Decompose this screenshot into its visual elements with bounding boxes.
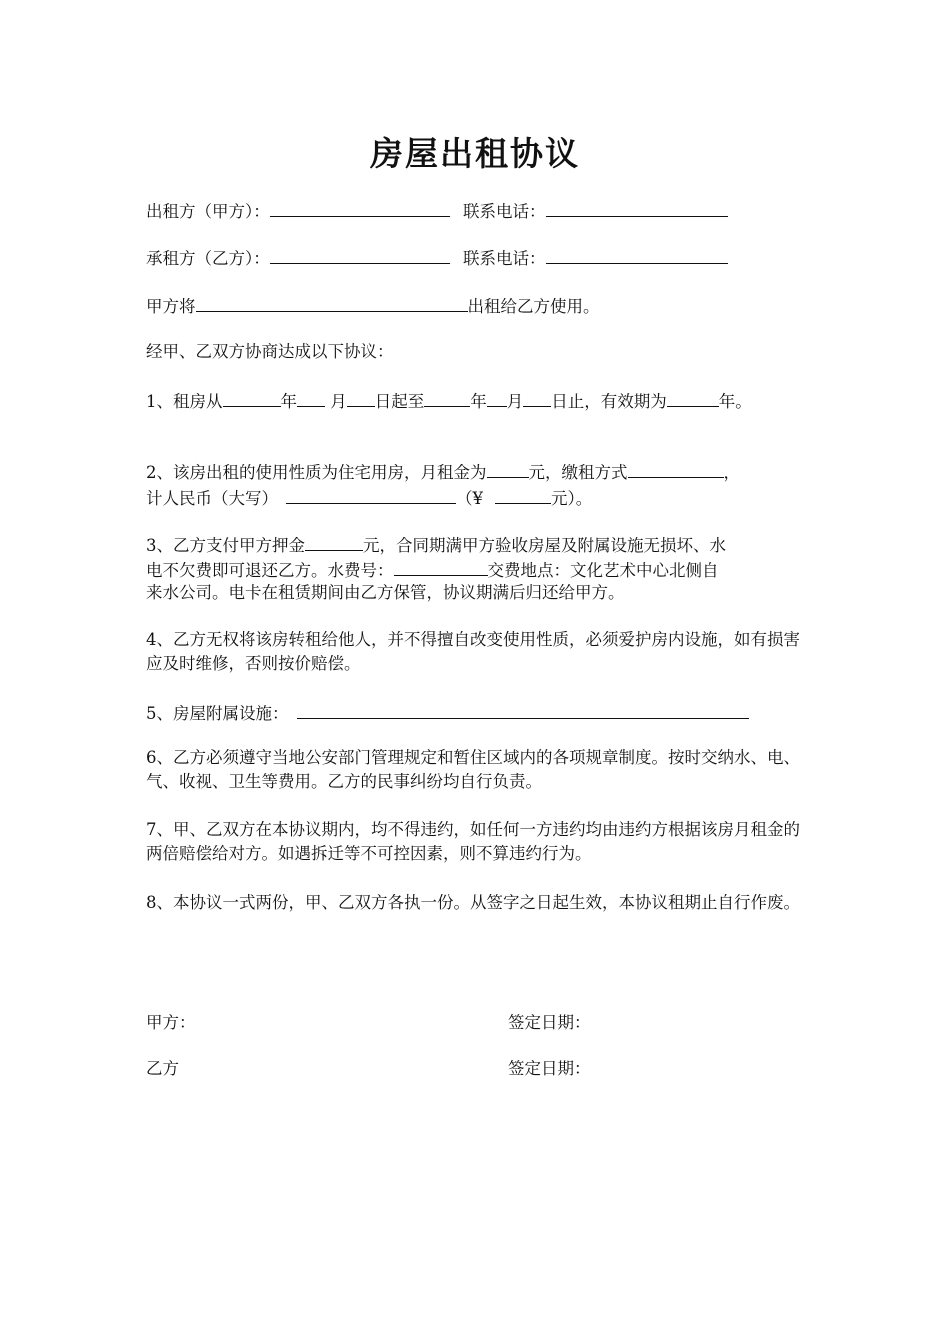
amount-in-figures-blank[interactable] [495, 485, 551, 504]
lease-prefix: 甲方将 [146, 297, 196, 316]
clause-1-text: 日起至 [374, 392, 425, 411]
party-a-signature-label: 甲方： [146, 1013, 196, 1032]
clause-8: 8、本协议一式两份，甲、乙双方各执一份。从签字之日起生效，本协议租期止自行作废。 [146, 893, 800, 912]
monthly-rent-blank[interactable] [487, 459, 529, 478]
document-title: 房屋出租协议 [370, 134, 580, 173]
clause-2-text: 2、该房出租的使用性质为住宅用房，月租金为 [146, 463, 487, 482]
clause-1-text: 年 [470, 392, 487, 411]
party-a-phone-label: 联系电话： [463, 202, 546, 221]
party-b-label: 承租方（乙方）： [146, 249, 270, 268]
clause-3-line-1 [146, 532, 726, 557]
clause-1-text: 日止，有效期为 [551, 392, 667, 411]
clause-3-text: 电不欠费即可退还乙方。水费号： [146, 561, 394, 580]
clause-3-line-3: 来水公司。电卡在租赁期间由乙方保管，协议期满后归还给甲方。 [146, 583, 625, 602]
deposit-blank[interactable] [305, 532, 363, 551]
clause-2-text: 计人民币（大写） [146, 489, 278, 508]
clause-5-text: 5、房屋附属设施： [146, 704, 289, 723]
lease-row [146, 293, 600, 318]
clause-5 [146, 700, 749, 725]
party-b-date-label: 签定日期： [508, 1059, 591, 1078]
clause-3-text: 元，合同期满甲方验收房屋及附属设施无损坏、水 [363, 536, 726, 555]
end-day-blank[interactable] [523, 388, 551, 407]
facilities-blank[interactable] [297, 700, 749, 719]
party-b-row [146, 245, 728, 270]
party-a-date-label: 签定日期： [508, 1013, 591, 1032]
clause-1-text: 年。 [718, 392, 752, 411]
party-b-signature-label: 乙方 [146, 1059, 179, 1078]
clause-4: 4、乙方无权将该房转租给他人，并不得擅自改变使用性质，必须爱护房内设施，如有损害应及时维修，否则按价赔偿。 [146, 630, 800, 673]
party-a-label: 出租方（甲方）： [146, 202, 270, 221]
end-year-blank[interactable] [424, 388, 470, 407]
clause-3-line-2 [146, 557, 719, 582]
clause-3-text: 3、乙方支付甲方押金 [146, 536, 305, 555]
clause-2-text: 元）。 [551, 489, 593, 508]
clause-3-text: 交费地点：文化艺术中心北侧自 [487, 561, 719, 580]
clause-2-line-1 [146, 459, 740, 484]
agreement-intro: 经甲、乙双方协商达成以下协议： [146, 342, 394, 361]
party-a-name-blank[interactable] [270, 198, 450, 217]
payment-method-blank[interactable] [628, 459, 724, 478]
party-b-phone-blank[interactable] [546, 245, 728, 264]
clause-1-text: 月 [330, 392, 347, 411]
clause-2-line-2 [146, 485, 592, 510]
clause-1 [146, 388, 752, 413]
term-years-blank[interactable] [667, 388, 719, 407]
end-month-blank[interactable] [487, 388, 507, 407]
clause-2-text: （¥ [456, 489, 483, 508]
start-day-blank[interactable] [347, 388, 375, 407]
clause-1-text: 1、租房从 [146, 392, 223, 411]
start-year-blank[interactable] [223, 388, 281, 407]
amount-in-words-blank[interactable] [286, 485, 456, 504]
clause-2-text: 元，缴租方式 [528, 463, 628, 482]
clause-7: 7、甲、乙双方在本协议期内，均不得违约，如任何一方违约均由违约方根据该房月租金的两倍赔偿给对方。如遇拆迁等不可控因素，则不算违约行为。 [146, 820, 800, 863]
party-a-phone-blank[interactable] [546, 198, 728, 217]
lease-suffix: 出租给乙方使用。 [467, 297, 600, 316]
clause-2-text: ， [723, 463, 740, 482]
water-account-blank[interactable] [394, 557, 488, 576]
party-b-name-blank[interactable] [270, 245, 450, 264]
clause-1-text: 年 [280, 392, 297, 411]
property-address-blank[interactable] [196, 293, 468, 312]
party-b-phone-label: 联系电话： [463, 249, 546, 268]
start-month-blank[interactable] [297, 388, 325, 407]
clause-1-text: 月 [506, 392, 524, 411]
party-a-row [146, 198, 728, 223]
clause-6: 6、乙方必须遵守当地公安部门管理规定和暂住区域内的各项规章制度。按时交纳水、电、气、收视、卫生等费用。乙方的民事纠纷均自行负责。 [146, 748, 800, 791]
